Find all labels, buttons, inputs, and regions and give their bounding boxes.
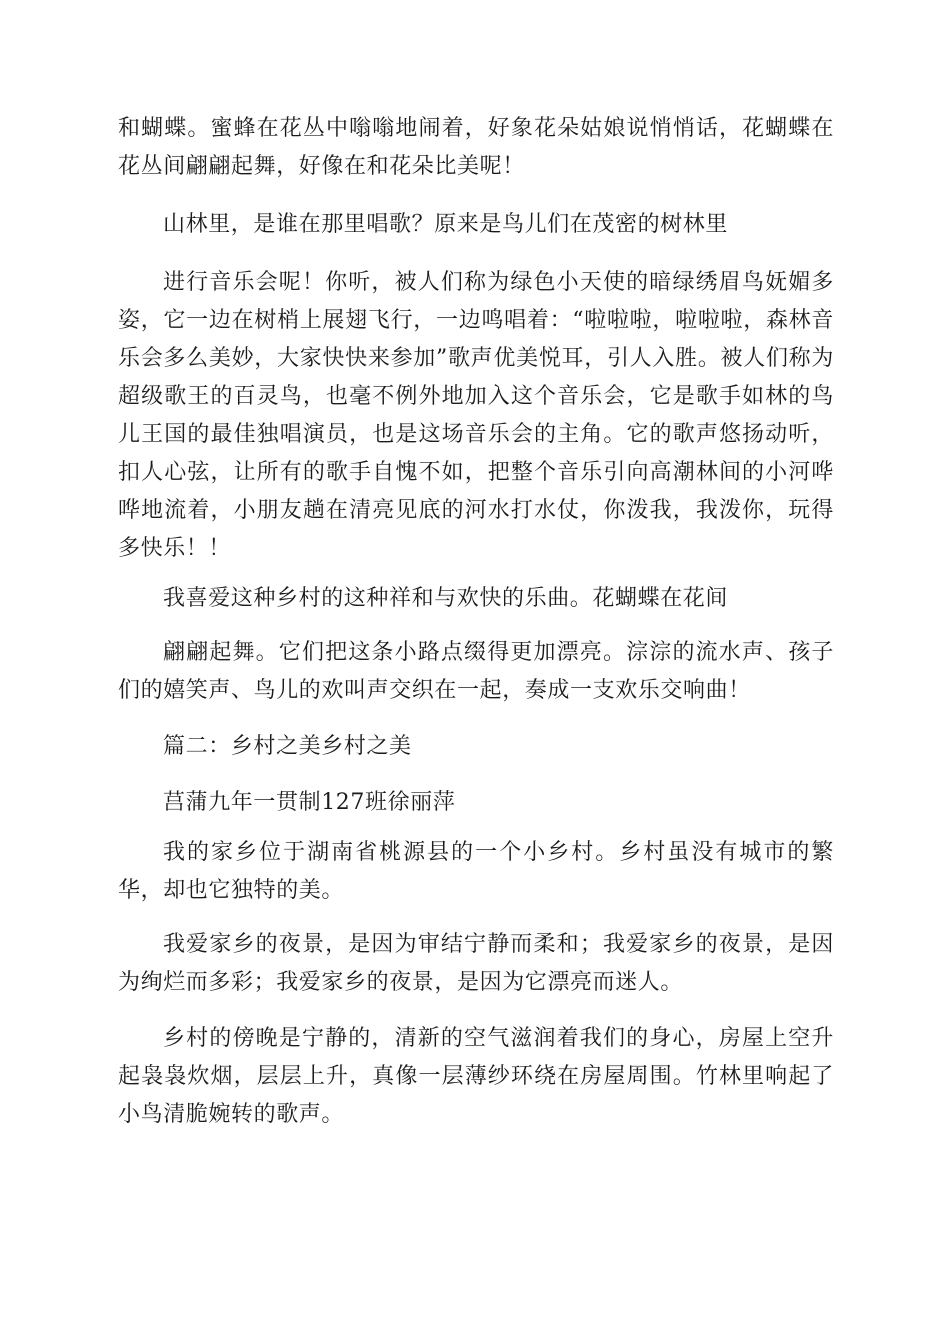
paragraph-village-melody: 我喜爱这种乡村的这种祥和与欢快的乐曲。花蝴蝶在花间 — [163, 586, 729, 611]
paragraph-bees-butterflies: 和蝴蝶。蜜蜂在花丛中嗡嗡地闹着，好象花朵姑娘说悄悄话，花蝴蝶在花丛间翩翩起舞，好像在和花朵比美呢！ — [118, 116, 834, 179]
paragraph-hometown: 我的家乡位于湖南省桃源县的一个小乡村。乡村虽没有城市的繁华，却也它独特的美。 — [118, 840, 834, 903]
section-heading: 篇二：乡村之美乡村之美 — [163, 734, 412, 759]
paragraph-evening: 乡村的傍晚是宁静的，清新的空气滋润着我们的身心，房屋上空升起袅袅炊烟，层层上升，真像一层薄纱环绕在房屋周围。竹林里响起了小鸟清脆婉转的歌声。 — [118, 1026, 834, 1127]
paragraph-night-scene: 我爱家乡的夜景，是因为审结宁静而柔和；我爱家乡的夜景，是因为绚烂而多彩；我爱家乡的夜景，是因为它漂亮而迷人。 — [118, 932, 834, 995]
paragraph-forest-singing: 山林里，是谁在那里唱歌？原来是鸟儿们在茂密的树林里 — [163, 212, 729, 237]
paragraph-symphony: 翩翩起舞。它们把这条小路点缀得更加漂亮。淙淙的流水声、孩子们的嬉笑声、鸟儿的欢叫声交织在一起，奏成一支欢乐交响曲！ — [118, 640, 834, 703]
paragraph-concert: 进行音乐会呢！你听，被人们称为绿色小天使的暗绿绣眉鸟妩媚多姿，它一边在树梢上展翅飞行，一边鸣唱着：“啦啦啦，啦啦啦，森林音乐会多么美妙，大家快快来参加”歌声优美悦耳，引人入胜。被人们称为超级歌王的百灵鸟，也毫不例外地加入这个音乐会，它是歌手如林的鸟儿王国的最佳独唱演员，也是这场音乐会的主角。它的歌声悠扬动听，扣人心弦，让所有的歌手自愧不如，把整个音乐引向高潮林间的小河哗哗地流着，小朋友趟在清亮见底的河水打水仗，你泼我，我泼你，玩得多快乐！！ — [118, 270, 834, 561]
author-line: 莒蒲九年一贯制127班徐丽萍 — [163, 790, 456, 815]
